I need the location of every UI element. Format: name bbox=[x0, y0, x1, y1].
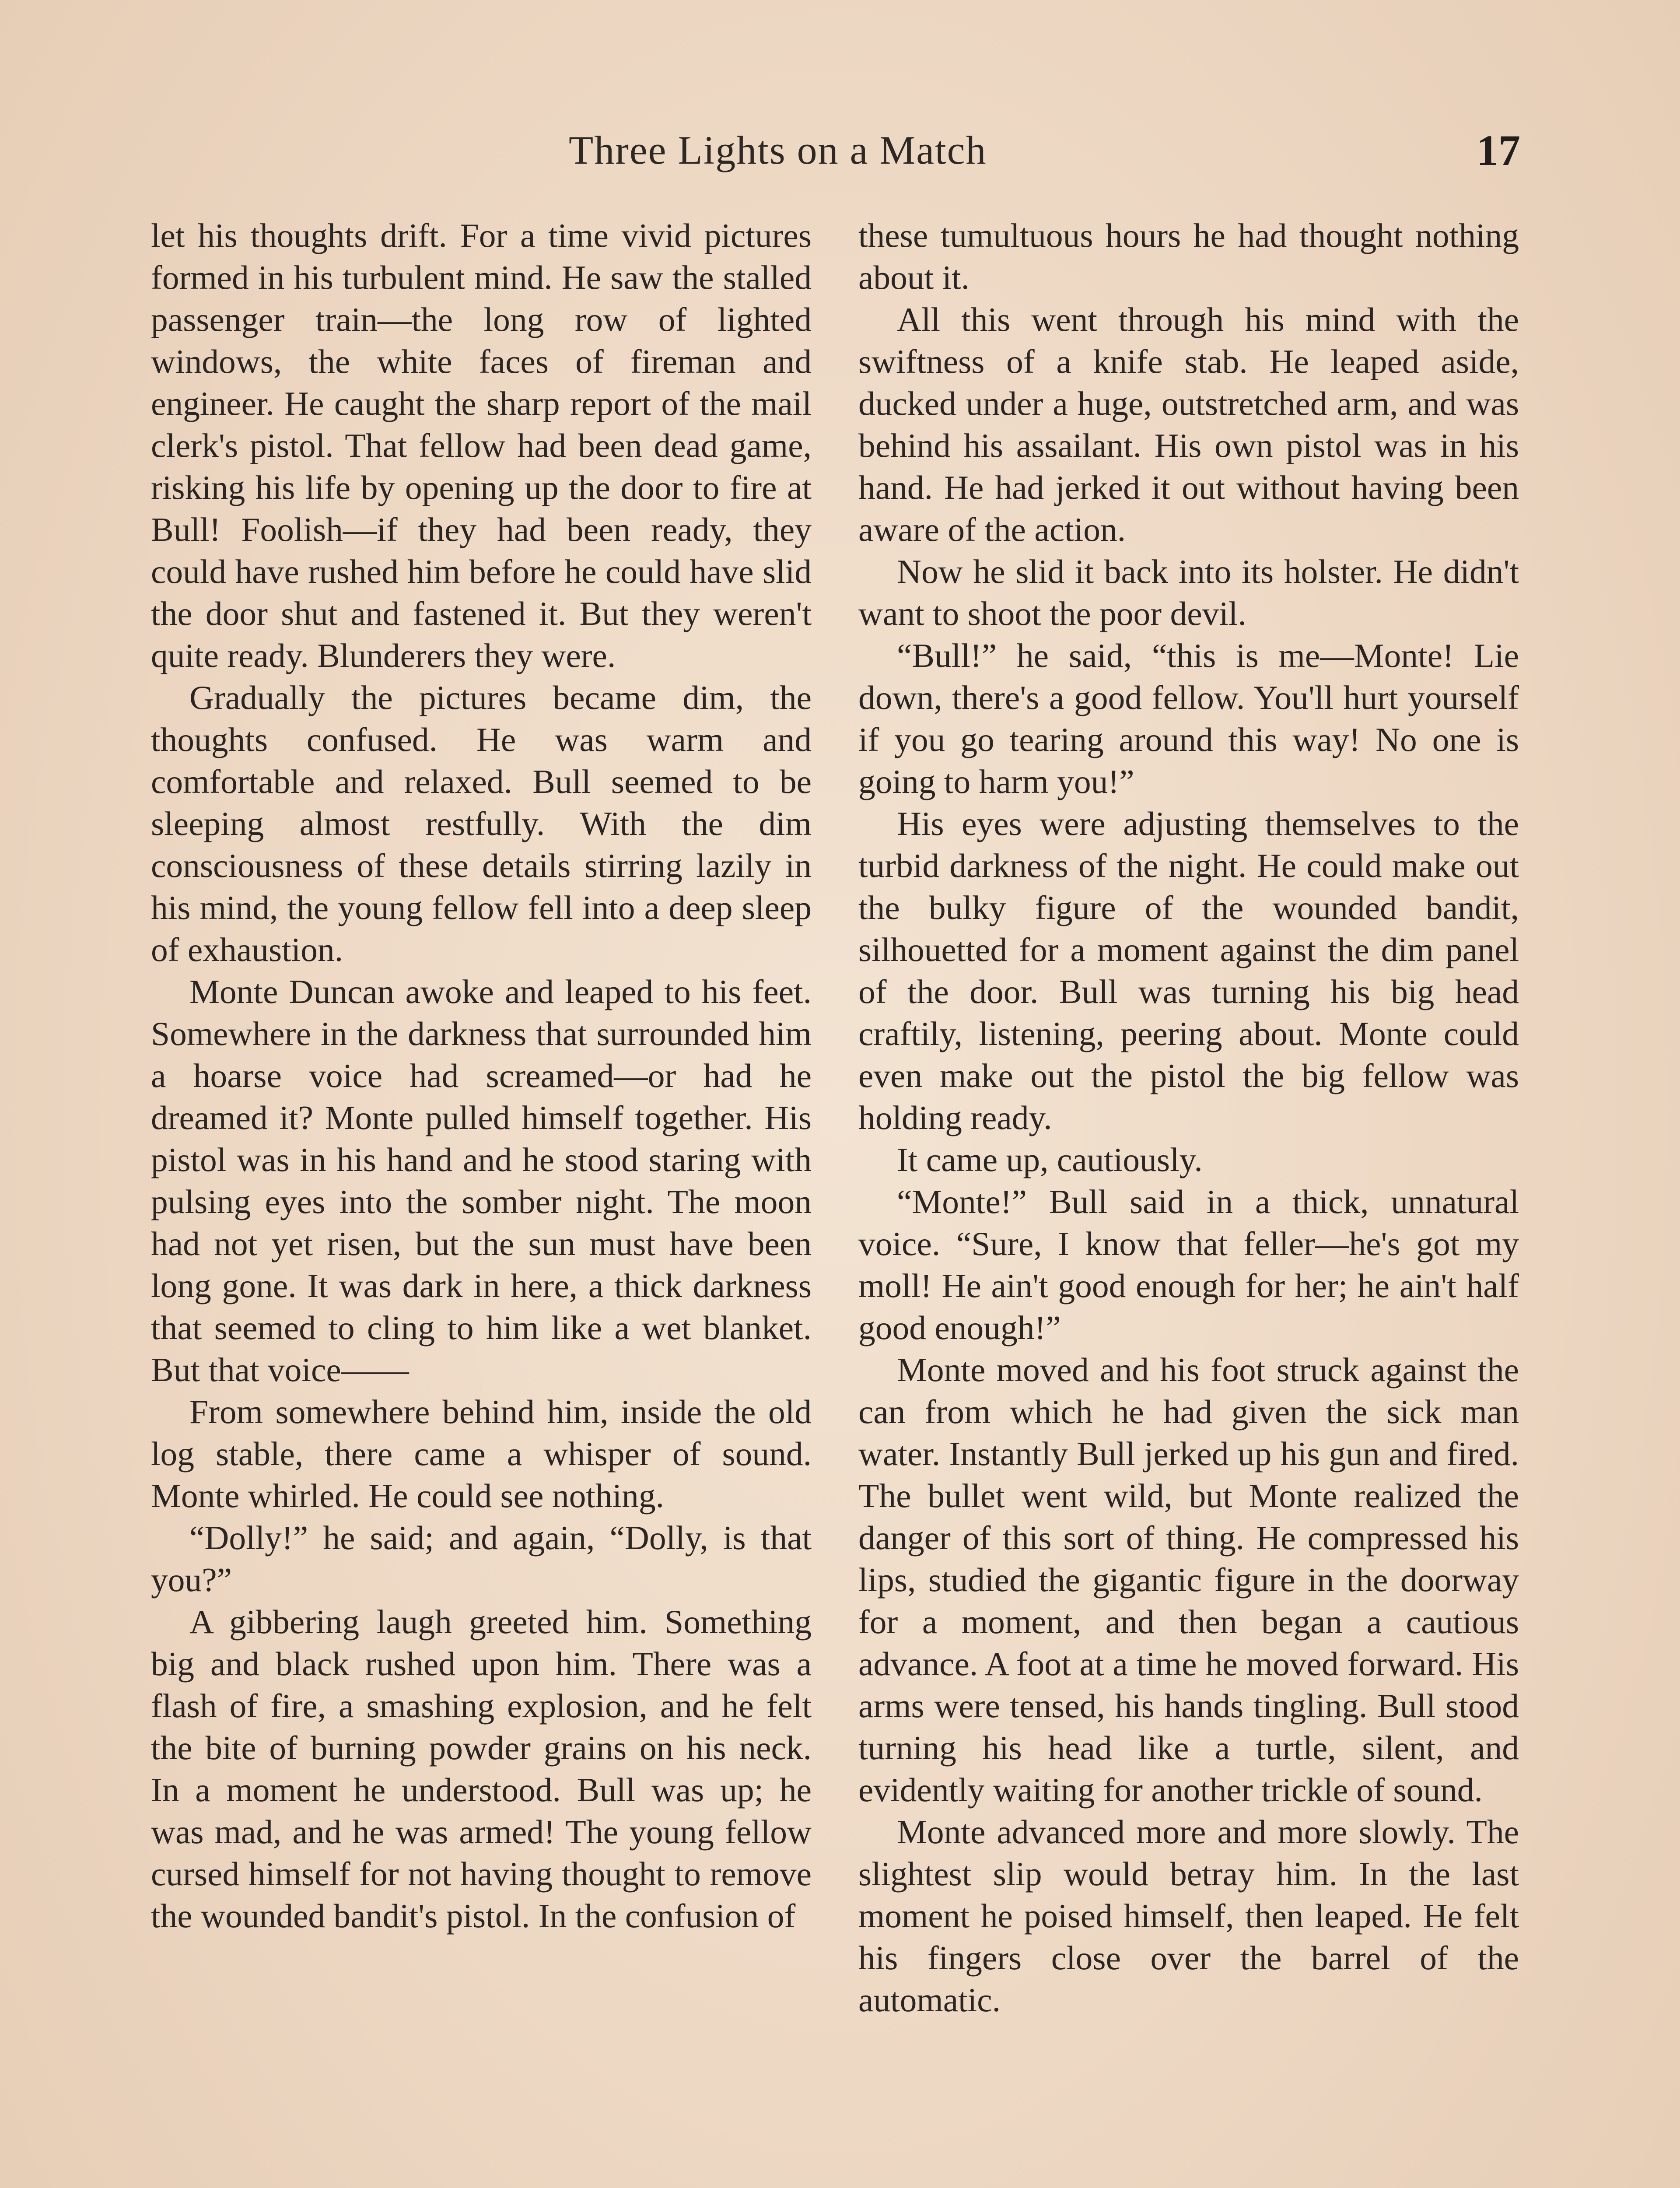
right-column bbox=[858, 214, 1519, 2021]
paragraph: His eyes were adjusting themselves to the turbid darkness of the night. He could make out the bulky figure of the wounded bandit, silhouetted for a moment against the dim panel of the door. Bull was turning his big head craftily, listening, peering about. Monte could even make out the pistol the big fellow was holding ready. bbox=[858, 805, 1519, 1136]
paragraph: Monte moved and his foot struck against the can from which he had given the sick man water. Instantly Bull jerked up his gun and fired. The bullet went wild, but Monte realized the danger of this sort of thing. He compressed his lips, studied the gigantic figure in the doorway for a moment, and then began a cautious advance. A foot at a time he moved forward. His arms were tensed, his hands tingling. Bull stood turning his head like a turtle, silent, and evidently waiting for another trickle of sound. bbox=[858, 1351, 1519, 1809]
paragraph: From somewhere behind him, inside the old log stable, there came a whisper of sound. Monte whirled. He could see nothing. bbox=[151, 1393, 812, 1515]
page-number: 17 bbox=[1477, 126, 1520, 175]
paragraph: Monte Duncan awoke and leaped to his feet. Somewhere in the darkness that surrounded him a hoarse voice had screamed—or had he dreamed it? Monte pulled himself together. His pistol was in his hand and he stood staring with pulsing eyes into the somber night. The moon had not yet risen, but the sun must have been long gone. It was dark in here, a thick darkness that seemed to cling to him like a wet blanket. But that voice—— bbox=[151, 973, 812, 1389]
paragraph: All this went through his mind with the swiftness of a knife stab. He leaped aside, ducked under a huge, outstretched arm, and was behind his assailant. His own pistol was in his hand. He had jerked it out without having been aware of the action. bbox=[858, 301, 1519, 548]
paragraph: these tumultuous hours he had thought nothing about it. bbox=[858, 217, 1519, 296]
paragraph: Now he slid it back into its holster. He didn't want to shoot the poor devil. bbox=[858, 553, 1519, 632]
paragraph: “Monte!” Bull said in a thick, unnatural voice. “Sure, I know that feller—he's got my moll! He ain't good enough for her; he ain't half good enough!” bbox=[858, 1183, 1519, 1346]
left-column bbox=[151, 214, 812, 1937]
paragraph: Gradually the pictures became dim, the thoughts confused. He was warm and comfortable and relaxed. Bull seemed to be sleeping almost restfully. With the dim consciousness of these details stirring lazily in his mind, the young fellow fell into a deep sleep of exhaustion. bbox=[151, 679, 812, 968]
paragraph: A gibbering laugh greeted him. Something big and black rushed upon him. There was a flash of fire, a smashing explosion, and he felt the bite of burning powder grains on his neck. In a moment he understood. Bull was up; he was mad, and he was armed! The young fellow cursed himself for not having thought to remove the wounded bandit's pistol. In the confusion of bbox=[151, 1603, 812, 1935]
running-title: Three Lights on a Match bbox=[569, 128, 987, 172]
paragraph: “Dolly!” he said; and again, “Dolly, is that you?” bbox=[151, 1519, 812, 1599]
paragraph: let his thoughts drift. For a time vivid pictures formed in his turbulent mind. He saw the stalled passenger train—the long row of lighted windows, the white faces of fireman and engineer. He caught the sharp report of the mail clerk's pistol. That fellow had been dead game, risking his life by opening up the door to fire at Bull! Foolish—if they had been ready, they could have rushed him before he could have slid the door shut and fastened it. But they weren't quite ready. Blunderers they were. bbox=[151, 217, 812, 674]
paragraph: It came up, cautiously. bbox=[897, 1141, 1203, 1178]
paragraph: Monte advanced more and more slowly. The slightest slip would betray him. In the last moment he poised himself, then leaped. He felt his fingers close over the barrel of the automatic. bbox=[858, 1813, 1519, 2019]
paragraph: “Bull!” he said, “this is me—Monte! Lie down, there's a good fellow. You'll hurt yourself if you go tearing around this way! No one is going to harm you!” bbox=[858, 637, 1519, 800]
